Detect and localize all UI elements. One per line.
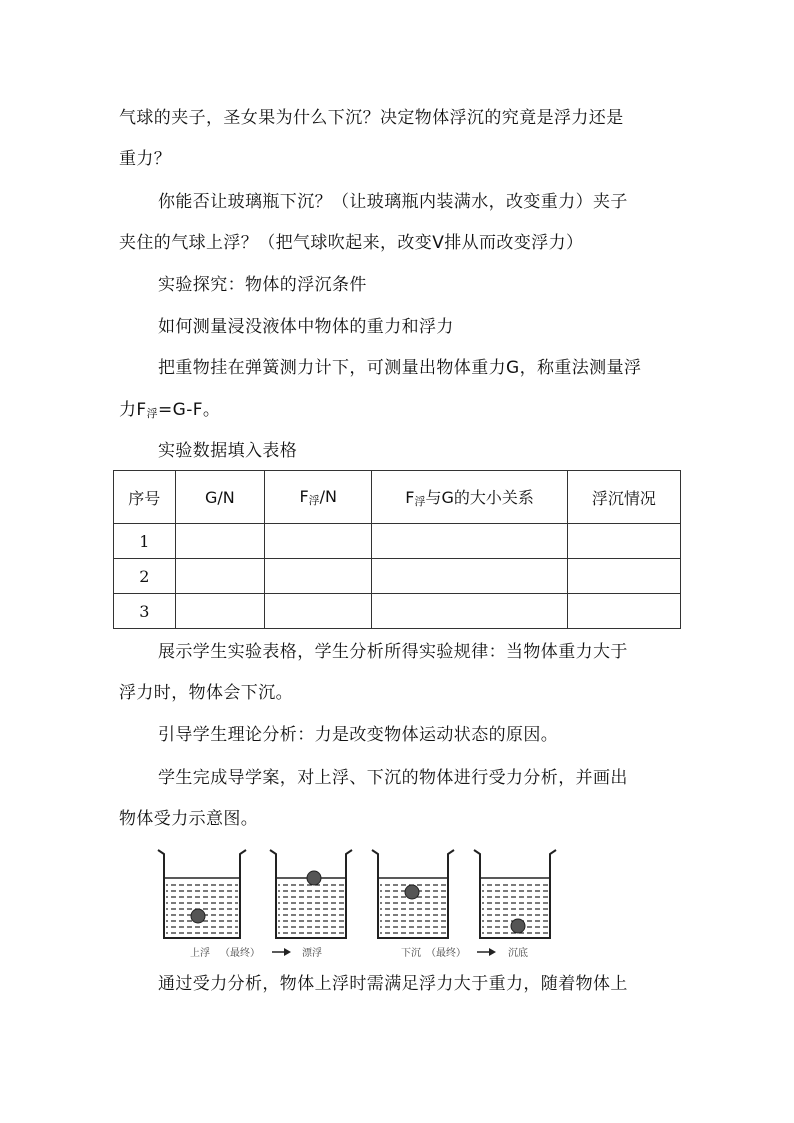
paragraph-line: 你能否让玻璃瓶下沉？（让玻璃瓶内装满水，改变重力）夹子 [158,192,628,212]
table-caption: 实验数据填入表格 [158,441,298,461]
table-row [114,524,681,559]
formula-prefix: 力F [119,400,147,420]
cell-gravity [175,524,264,559]
ball [307,871,321,885]
formula-line [119,398,220,426]
header-state: 浮沉情况 [567,471,680,524]
row-index: 2 [114,559,176,594]
paragraph-line: 夹住的气球上浮？（把气球吹起来，改变V排从而改变浮力） [119,233,584,253]
table-row [114,559,681,594]
label-rise: 上浮 [190,948,210,959]
header-relation-f: F [405,488,415,507]
header-buoyancy-sub: 浮 [308,493,320,507]
formula-suffix: =G-F。 [158,400,221,420]
cell-state [567,559,680,594]
cell-gravity [175,559,264,594]
ball [511,919,525,933]
cell-relation [372,559,567,594]
paragraph-line: 气球的夹子，圣女果为什么下沉？决定物体浮沉的究竟是浮力还是 [119,108,624,128]
cell-buoyancy [265,594,372,629]
beaker-sinking [372,850,454,938]
header-relation-text: 与G的大小关系 [425,488,534,507]
paragraph-line: 物体受力示意图。 [119,809,259,829]
header-buoyancy-unit: /N [319,486,338,506]
header-relation-sub: 浮 [414,495,426,508]
header-relation [372,471,567,524]
paragraph-line: 通过受力分析，物体上浮时需满足浮力大于重力，随着物体上 [158,974,628,994]
paragraph-line: 重力？ [119,149,172,169]
beaker-rising [158,850,246,938]
section-heading: 实验探究：物体的浮沉条件 [158,275,367,295]
table-header-row [114,471,681,524]
cell-state [567,524,680,559]
paragraph-line: 浮力时，物体会下沉。 [119,683,293,703]
row-index: 1 [114,524,176,559]
arrow-icon [272,948,291,956]
beaker-bottom [474,850,556,938]
paragraph-line: 把重物挂在弹簧测力计下，可测量出物体重力G，称重法测量浮 [158,358,642,378]
header-gravity: G/N [175,471,264,524]
header-buoyancy-f: F [299,486,309,506]
cell-buoyancy [265,559,372,594]
header-index: 序号 [114,471,176,524]
formula-subscript: 浮 [146,407,158,420]
beaker-floating [270,850,352,938]
cell-relation [372,524,567,559]
label-final-2: （最终） [426,948,466,959]
label-float: 漂浮 [302,948,322,959]
paragraph-line: 展示学生实验表格，学生分析所得实验规律：当物体重力大于 [158,642,628,662]
arrow-icon [477,948,496,956]
paragraph-line: 如何测量浸没液体中物体的重力和浮力 [158,317,454,337]
table-row [114,594,681,629]
cell-gravity [175,594,264,629]
label-bottom: 沉底 [508,948,528,959]
ball [191,909,205,923]
label-final-1: （最终） [220,948,260,959]
cell-relation [372,594,567,629]
ball [405,885,419,899]
header-buoyancy [265,471,372,524]
label-sink: 下沉 [401,948,421,959]
paragraph-line: 引导学生理论分析：力是改变物体运动状态的原因。 [158,725,559,745]
cell-state [567,594,680,629]
row-index: 3 [114,594,176,629]
experiment-table [113,470,681,629]
cell-buoyancy [265,524,372,559]
beaker-figure [154,846,566,961]
paragraph-line: 学生完成导学案，对上浮、下沉的物体进行受力分析，并画出 [158,768,628,788]
